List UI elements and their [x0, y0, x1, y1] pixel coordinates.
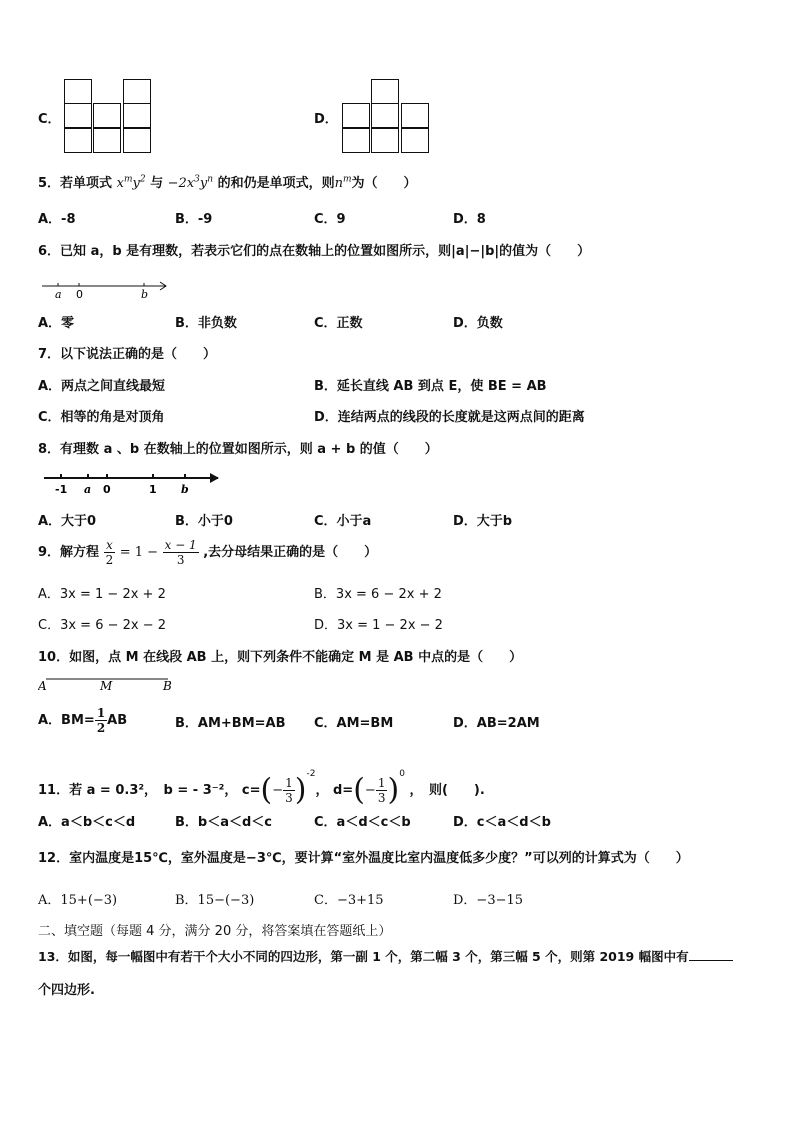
q7-option-a: A．两点之间直线最短	[38, 379, 166, 394]
q13-line1-text: 13．如图，每一幅图中有若干个大小不同的四边形，第一副 1 个，第二幅 3 个，第三幅 5 个，则第 2019 幅图中有	[38, 949, 689, 964]
q9-frac1-num: x	[104, 538, 116, 553]
q5-text-b: 与	[150, 176, 164, 191]
q9-stem-b: ,去分母结果正确的是（ ）	[203, 545, 378, 560]
q9-stem-a: 9．解方程	[38, 545, 100, 560]
q4-figure-d	[342, 79, 432, 155]
q4-option-d-label: D．	[314, 112, 338, 127]
q12-option-a: A．15+(−3)	[38, 893, 118, 908]
q11-c-fraction	[283, 776, 295, 805]
q8-option-d: D．大于b	[453, 514, 513, 529]
q12-option-b: B．15−(−3)	[175, 893, 255, 908]
q11-stem-b: ， 则( ).	[409, 783, 485, 798]
q11-d-den: 3	[377, 791, 386, 805]
q9-fraction-2	[163, 538, 199, 567]
q12-option-d: D．−3−15	[453, 893, 524, 908]
q10-option-a-pre: A．BM=	[38, 713, 95, 728]
q7-option-b: B．延长直线 AB 到点 E，使 BE = AB	[314, 379, 547, 394]
q6-option-d: D．负数	[453, 316, 503, 331]
q8-axis-1: 1	[149, 483, 157, 496]
q9-stem	[38, 536, 377, 570]
q5-term2-x: x	[186, 176, 195, 191]
q11-option-d: D．c＜a＜d＜b	[453, 815, 551, 830]
q6-option-a: A．零	[38, 316, 75, 331]
q9-option-b: B．3x = 6 − 2x + 2	[314, 587, 442, 602]
q10-stem: 10．如图，点 M 在线段 AB 上，则下列条件不能确定 M 是 AB 中点的是（ ）	[38, 650, 523, 665]
q11-stem-a: 11．若 a = 0.3²， b = - 3⁻²，	[38, 783, 238, 798]
q8-stem: 8．有理数 a 、b 在数轴上的位置如图所示，则 a + b 的值（ ）	[38, 442, 438, 457]
q10-option-d: D．AB=2AM	[453, 716, 540, 731]
q12-option-c: C．−3+15	[314, 893, 384, 908]
q5-stem	[38, 172, 417, 191]
q11-option-c: C．a＜d＜c＜b	[314, 815, 411, 830]
q9-option-d: D．3x = 1 − 2x − 2	[314, 618, 443, 633]
q11-comma: ，	[315, 783, 329, 798]
q10-option-c: C．AM=BM	[314, 716, 394, 731]
q11-option-a: A．a＜b＜c＜d	[38, 815, 136, 830]
q11-d-exp: 0	[399, 769, 405, 779]
q13-line1	[38, 947, 733, 965]
q5-text-c: 的和仍是单项式，则	[217, 176, 335, 191]
q6-axis-a: a	[55, 288, 62, 301]
q5-term2-n: n	[207, 174, 214, 185]
q5-term2-y: y	[199, 176, 208, 191]
q8-axis-a: a	[84, 483, 92, 496]
q10-option-b: B．AM+BM=AB	[175, 716, 286, 731]
q5-term1-2: 2	[139, 174, 146, 185]
q6-axis-b: b	[141, 288, 149, 301]
q8-axis-0: 0	[103, 483, 111, 496]
q5-option-b: B．-9	[175, 212, 213, 227]
q13-line2: 个四边形.	[38, 983, 95, 998]
section-2-title: 二、填空题（每题 4 分，满分 20 分，将答案填在答题纸上）	[38, 924, 392, 939]
q10-point-a: A	[38, 679, 47, 693]
q10-option-a	[38, 704, 127, 738]
q6-option-c: C．正数	[314, 316, 363, 331]
q8-axis-b: b	[181, 483, 189, 496]
q11-stem: 11．若 a = 0.3²， b = - 3⁻²， c=(− $\frac{1}{3}$ )$^{-2}$， d=(− $\frac{1}{3}$ )$^0$ ， 则( ).	[38, 769, 485, 808]
q4-figure-c	[64, 79, 154, 155]
q9-option-c: C．3x = 6 − 2x − 2	[38, 618, 167, 633]
q11-c-den: 3	[285, 791, 293, 805]
q9-mid: = 1 −	[119, 545, 159, 560]
q7-option-c: C．相等的角是对顶角	[38, 410, 165, 425]
q5-term1-x: x	[116, 176, 124, 191]
q10-segment	[38, 674, 188, 698]
q12-stem: 12．室内温度是15℃，室外温度是−3℃，要计算“室外温度比室内温度低多少度？”可以列的计算式为（ ）	[38, 851, 689, 866]
q8-option-c: C．小于a	[314, 514, 372, 529]
q11-option-b: B．b＜a＜d＜c	[175, 815, 272, 830]
q8-axis-neg1: -1	[55, 483, 68, 496]
q4-option-c-label: C．	[38, 112, 61, 127]
q11-c-exp: -2	[306, 769, 316, 779]
q6-number-line	[38, 278, 178, 304]
q5-option-a: A．-8	[38, 212, 76, 227]
q5-option-d: D．8	[453, 212, 486, 227]
q9-fraction-1	[104, 538, 116, 567]
q5-term3-m: m	[342, 174, 352, 185]
q10-frac-den: 2	[96, 721, 106, 735]
q6-axis-0: 0	[76, 288, 83, 301]
q5-text-d: 为（ ）	[351, 176, 417, 191]
q11-d-fraction	[376, 776, 388, 805]
q5-term1-m: m	[123, 174, 133, 185]
q13-answer-blank	[689, 948, 733, 961]
q10-option-a-fraction	[95, 706, 107, 735]
q10-point-b: B	[163, 679, 172, 693]
q7-stem: 7．以下说法正确的是（ ）	[38, 347, 217, 362]
q5-term3-n: n	[334, 176, 343, 191]
q10-point-m: M	[100, 679, 113, 693]
q9-option-a: A．3x = 1 − 2x + 2	[38, 587, 166, 602]
q6-option-b: B．非负数	[175, 316, 237, 331]
q10-frac-num: 1	[96, 706, 106, 720]
q9-frac2-num: x − 1	[164, 538, 197, 552]
q6-stem: 6．已知 a，b 是有理数，若表示它们的点在数轴上的位置如图所示，则|a|−|b|的值为（ ）	[38, 244, 591, 259]
q11-c-num: 1	[285, 776, 293, 790]
q8-option-a: A．大于0	[38, 514, 97, 529]
q7-option-d: D．连结两点的线段的长度就是这两点间的距离	[314, 410, 585, 425]
q11-d-num: 1	[377, 776, 386, 790]
q5-number: 5．	[38, 176, 61, 191]
q5-term2-coef: −2	[167, 176, 187, 191]
q10-option-a-post: AB	[107, 713, 128, 728]
q5-term1-y: y	[132, 176, 140, 191]
q5-option-c: C．9	[314, 212, 346, 227]
q9-frac2-den: 3	[176, 553, 185, 567]
q5-text-a: 若单项式	[60, 176, 113, 191]
q11-c-pre: c=	[241, 783, 261, 798]
q11-d-pre: d=	[333, 783, 354, 798]
q9-frac1-den: 2	[105, 553, 114, 567]
q8-number-line	[38, 470, 228, 498]
q5-term2-3: 3	[194, 174, 200, 185]
q8-option-b: B．小于0	[175, 514, 233, 529]
